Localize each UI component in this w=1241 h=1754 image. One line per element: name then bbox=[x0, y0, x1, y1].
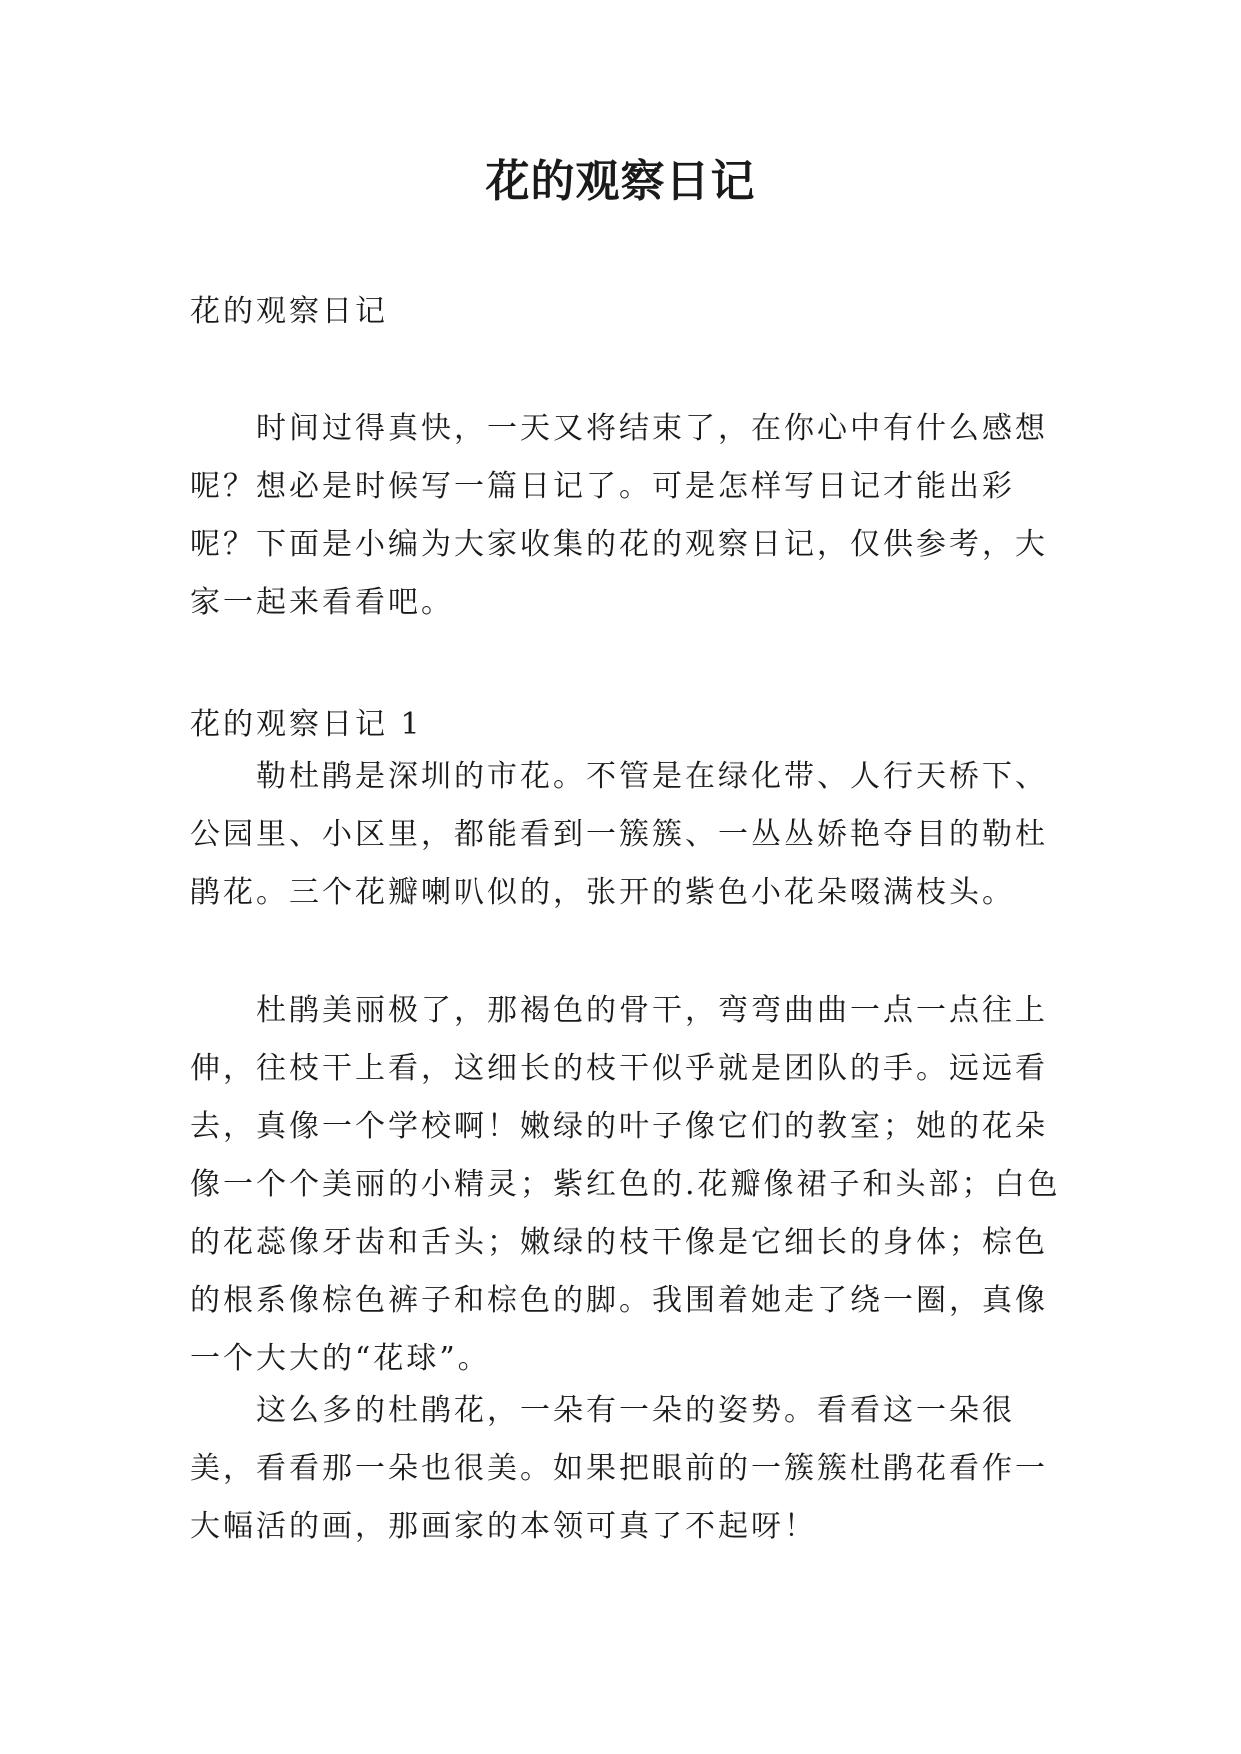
body-paragraph: 勒杜鹃是深圳的市花。不管是在绿化带、人行天桥下、公园里、小区里，都能看到一簇簇、一丛丛娇艳夺目的勒杜鹃花。三个花瓣喇叭似的，张开的紫色小花朵啜满枝头。 bbox=[190, 759, 1048, 910]
document-subtitle: 花的观察日记 bbox=[190, 294, 388, 329]
intro-paragraph: 时间过得真快，一天又将结束了，在你心中有什么感想呢？想必是时候写一篇日记了。可是怎样写日记才能出彩呢？下面是小编为大家收集的花的观察日记，仅供参考，大家一起来看看吧。 bbox=[190, 411, 1048, 620]
body-paragraph: 杜鹃美丽极了，那褐色的骨干，弯弯曲曲一点一点往上伸，往枝干上看，这细长的枝干似乎就是团队的手。远远看去，真像一个学校啊！嫩绿的叶子像它们的教室；她的花朵像一个个美丽的小精灵；紫红色的.花瓣像裙子和头部；白色的花蕊像牙齿和舌头；嫩绿的枝干像是它细长的身体；棕色的根系像棕色裤子和棕色的脚。我围着她走了绕一圈，真像一个大大的“花球”。 bbox=[190, 993, 1061, 1376]
section-heading: 花的观察日记 1 bbox=[190, 707, 423, 742]
document-title: 花的观察日记 bbox=[485, 156, 756, 207]
body-paragraph: 这么多的杜鹃花，一朵有一朵的姿势。看看这一朵很美，看看那一朵也很美。如果把眼前的一簇簇杜鹃花看作一大幅活的画，那画家的本领可真了不起呀！ bbox=[190, 1393, 1048, 1544]
